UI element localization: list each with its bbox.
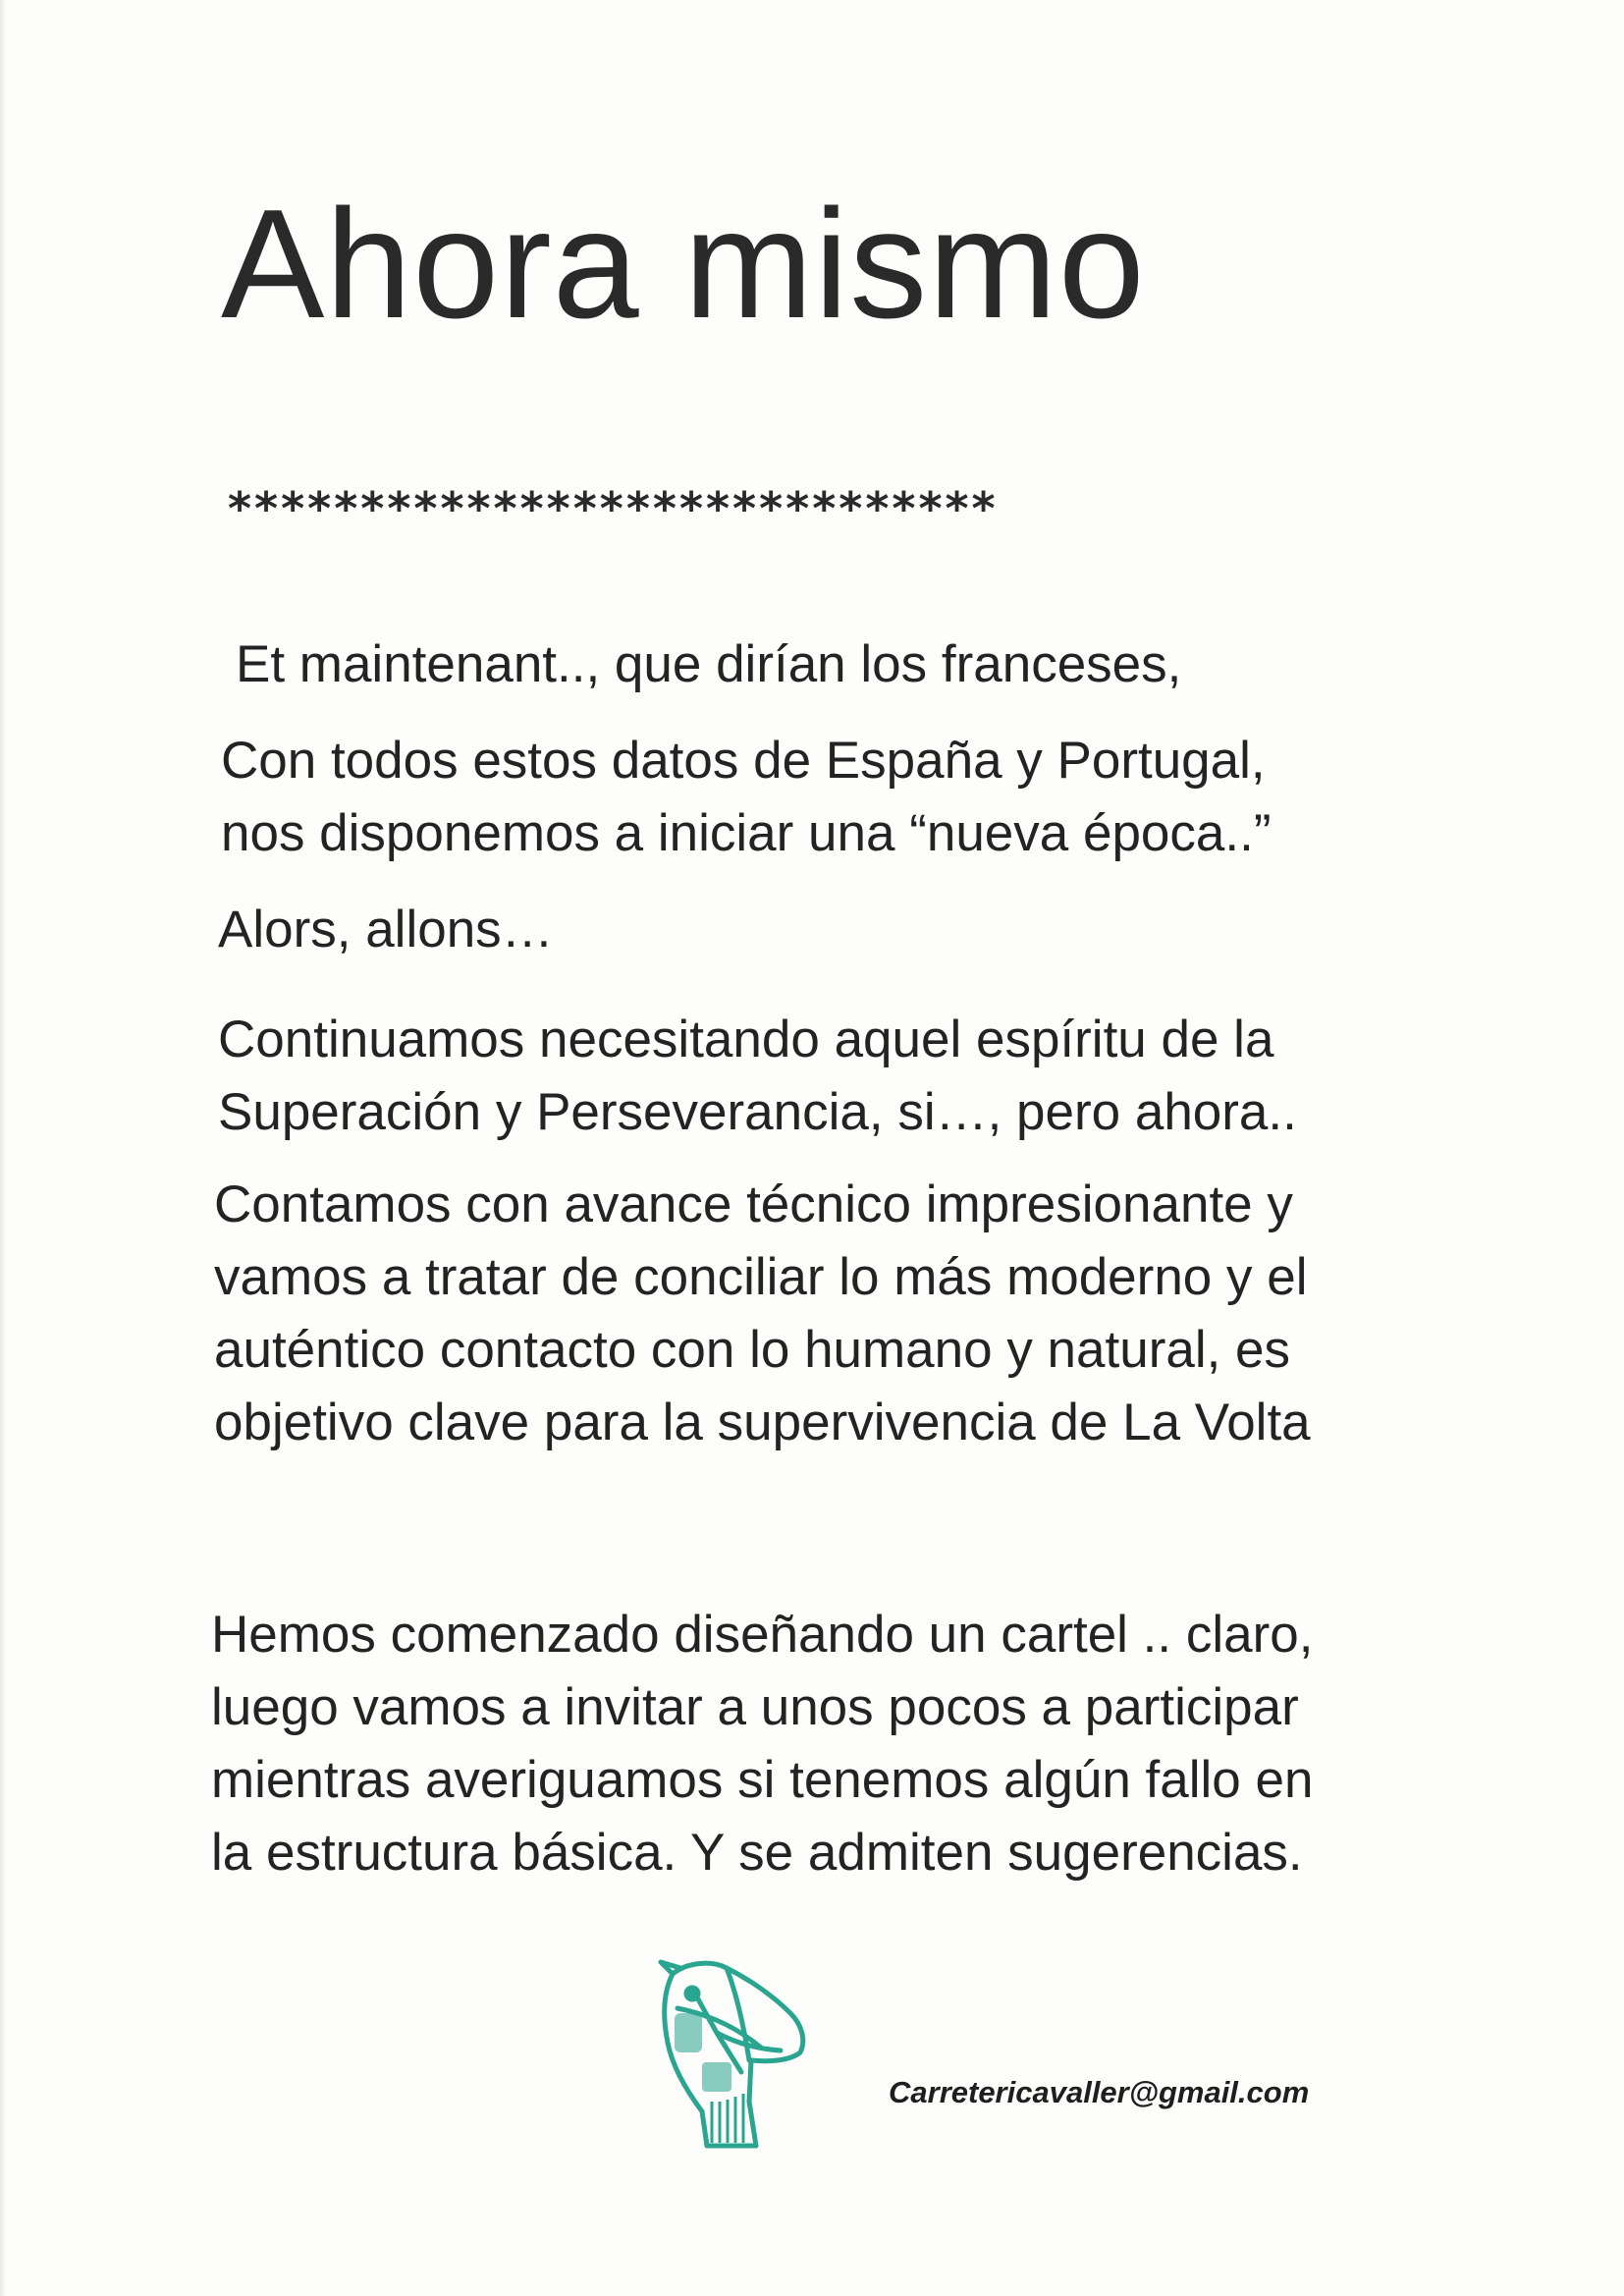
paragraph-line: vamos a tratar de conciliar lo más moderno y el xyxy=(214,1248,1308,1306)
paragraph-line: Hemos comenzado diseñando un cartel .. claro, xyxy=(211,1606,1314,1664)
paragraph-line: Con todos estos datos de España y Portugal, xyxy=(221,732,1266,790)
paragraph-line: Et maintenant.., que dirían los franceses, xyxy=(236,635,1182,693)
horse-head-stamp-icon xyxy=(633,1954,810,2151)
asterisk-separator: ***************************** xyxy=(228,482,999,535)
paragraph-3 xyxy=(218,894,554,966)
paragraph-4 xyxy=(218,1004,1297,1149)
paragraph-line: Contamos con avance técnico impresionante y xyxy=(214,1175,1293,1233)
paragraph-line: mientras averiguamos si tenemos algún fallo en xyxy=(211,1751,1314,1809)
paragraph-line: la estructura básica. Y se admiten sugerencias. xyxy=(211,1824,1303,1882)
paragraph-line: auténtico contacto con lo humano y natural, es xyxy=(214,1321,1291,1379)
paragraph-1 xyxy=(236,629,1181,701)
paragraph-6 xyxy=(211,1599,1313,1889)
paragraph-line: Superación y Perseverancia, si…, pero ahora.. xyxy=(218,1083,1297,1141)
paragraph-line: luego vamos a invitar a unos pocos a participar xyxy=(211,1678,1299,1736)
page-title: Ahora mismo xyxy=(221,178,1146,351)
paragraph-line: nos disponemos a iniciar una “nueva época..” xyxy=(221,804,1272,862)
contact-email: Carretericavaller@gmail.com xyxy=(889,2075,1310,2109)
paragraph-line: Continuamos necesitando aquel espíritu de la xyxy=(218,1011,1274,1068)
scan-edge-shade xyxy=(0,0,6,2296)
paragraph-2 xyxy=(221,725,1271,870)
paragraph-5 xyxy=(214,1169,1311,1459)
paragraph-line: objetivo clave para la supervivencia de La Volta xyxy=(214,1394,1311,1451)
paragraph-line: Alors, allons… xyxy=(218,901,554,958)
